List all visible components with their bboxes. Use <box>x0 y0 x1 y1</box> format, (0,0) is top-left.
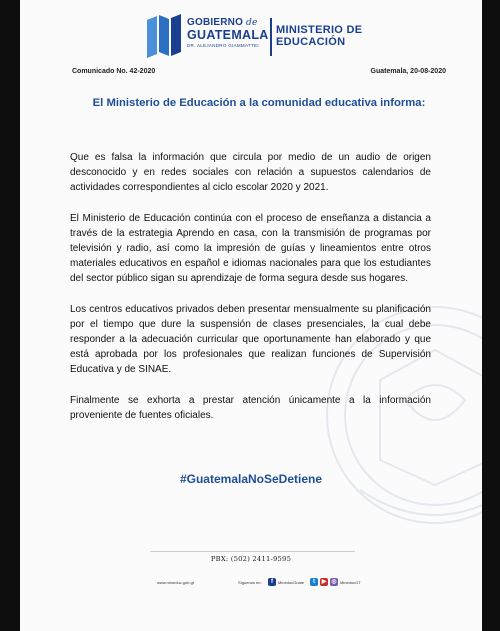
twitter-handle[interactable]: MineducGT <box>340 579 361 585</box>
communique-page <box>20 0 482 631</box>
place-date: Guatemala, 20-08-2020 <box>370 68 446 75</box>
header-divider <box>270 18 272 56</box>
guatemala-flag-logo-icon <box>145 14 183 58</box>
paragraph: Los centros educativos privados deben presentar mensualmente su planificación por el tiempo que dure la suspensión de clases presenciales, la cual debe responder a la adecuación curricular que oportunamente han elaborado y que está aprobada por los profesionales que realizan funciones de Supervisión Educativa y de SINAE. <box>70 303 431 376</box>
social-label: Síguenos en: <box>238 580 262 585</box>
pbx-phone: PBX: (502) 2411-9595 <box>210 555 292 563</box>
ministry-name: MINISTERIO DE EDUCACIÓN <box>276 24 363 49</box>
paragraph: Que es falsa la información que circula por medio de un audio de origen desconocido y en redes sociales con relación a supuestos calendarios de actividades correspondientes al ciclo escolar 2020 y 2021. <box>70 152 431 194</box>
footer <box>20 577 482 589</box>
twitter-icon[interactable]: t <box>310 578 318 586</box>
footer-divider <box>150 551 355 552</box>
communique-body <box>70 150 431 438</box>
government-logo-text: GOBIERNO de GUATEMALA DR. ALEJANDRO GIAMMATTEI <box>187 17 269 48</box>
communique-number: Comunicado No. 42-2020 <box>72 68 156 75</box>
letterhead <box>20 12 482 62</box>
facebook-icon[interactable]: f <box>268 578 276 586</box>
page-title: El Ministerio de Educación a la comunidad educativa informa: <box>92 97 426 109</box>
hashtag: #GuatemalaNoSeDetiene <box>179 472 323 486</box>
youtube-icon[interactable]: ▶ <box>321 579 327 585</box>
social-links <box>268 578 367 586</box>
website-link[interactable]: www.mineduc.gob.gt <box>157 580 194 585</box>
paragraph: Finalmente se exhorta a prestar atención únicamente a la información proveniente de fuentes oficiales. <box>70 394 431 421</box>
facebook-handle[interactable]: MineducGuate <box>278 579 305 585</box>
communique-meta <box>72 68 446 80</box>
instagram-icon[interactable]: ◎ <box>331 579 337 585</box>
paragraph: El Ministerio de Educación continúa con el proceso de enseñanza a distancia a través de la estrategia Aprendo en casa, con la transmisión de programas por televisión y radio, así como la impresión de guías y lineamientos entre otros materiales educativos en español e idiomas nacionales para que los estudiantes del sector público sigan su aprendizaje de forma segura desde sus hogares. <box>70 212 431 285</box>
